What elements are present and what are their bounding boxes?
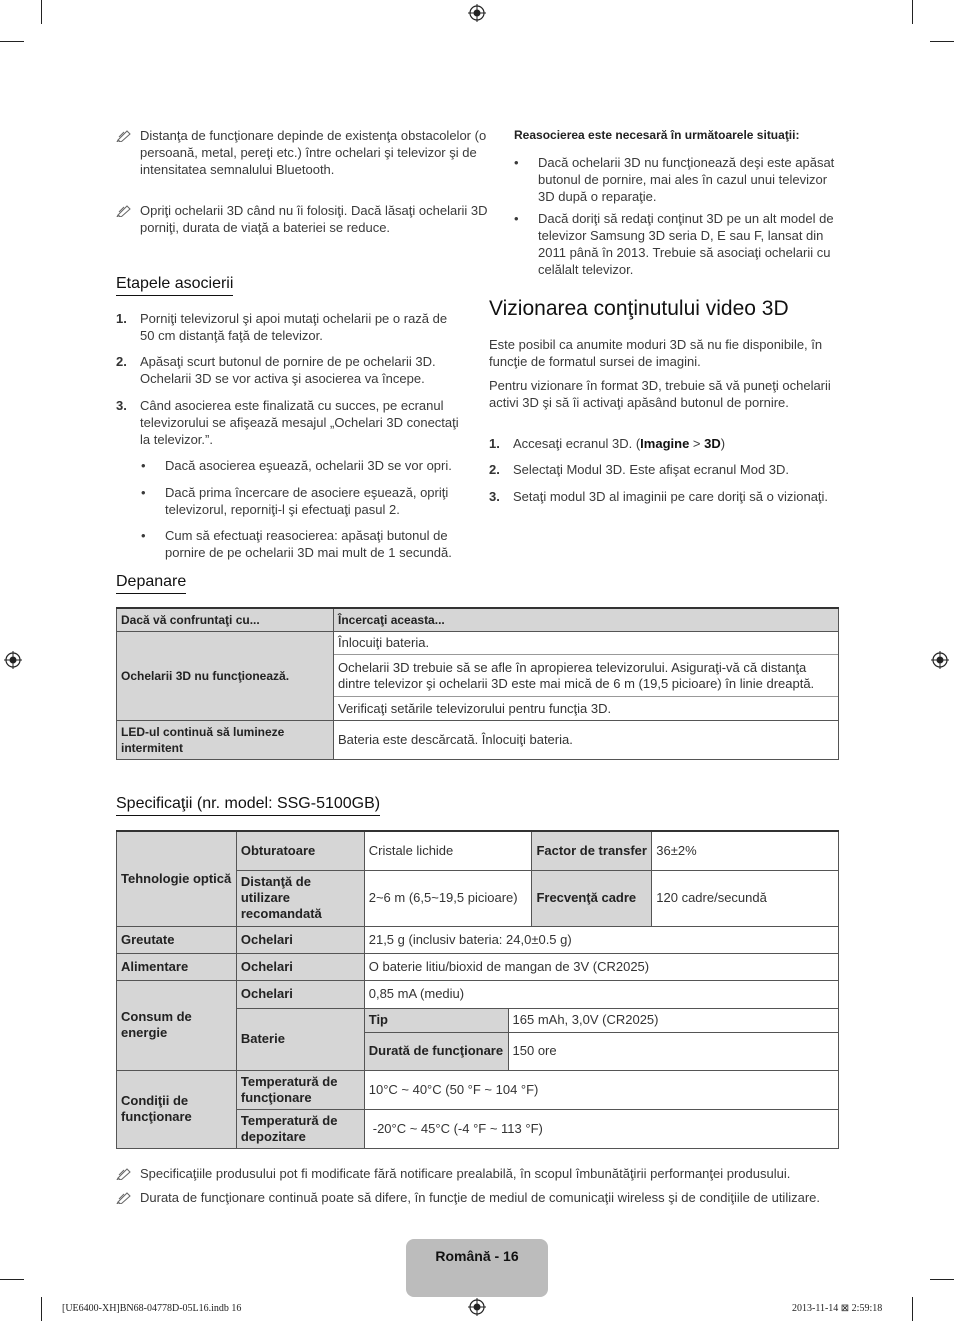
- spec-value: 165 mAh, 3,0V (CR2025): [508, 1008, 838, 1032]
- spec-label: Frecvenţă cadre: [532, 870, 652, 926]
- registration-mark-icon: [4, 651, 22, 669]
- table-header-cell: Dacă vă confruntaţi cu...: [117, 608, 334, 632]
- section-heading-3d-viewing: Vizionarea conţinutului video 3D: [489, 297, 789, 320]
- note-text: Specificaţiile produsului pot fi modificate fără notificare prealabilă, în scopul îmbunătăţirii performanţei produsului.: [140, 1166, 791, 1181]
- registration-mark-icon: [468, 1298, 486, 1316]
- note-text: Distanţa de funcţionare depinde de existenţa obstacolelor (o persoană, metal, pereţi etc.) între ochelari şi televizor şi de intensitatea semnalului Bluetooth.: [140, 128, 487, 177]
- troubleshooting-table: [116, 607, 839, 760]
- note-pencil-icon: [116, 203, 132, 217]
- table-row: [117, 926, 839, 953]
- spec-value: 0,85 mA (mediu): [364, 980, 838, 1008]
- spec-label: Baterie: [236, 1008, 364, 1070]
- spec-value: 21,5 g (inclusiv bateria: 24,0±0.5 g): [364, 926, 838, 953]
- spec-label: Obturatoare: [236, 831, 364, 870]
- crop-mark: [41, 0, 42, 24]
- spec-value: 120 cadre/secundă: [652, 870, 839, 926]
- table-header-row: [117, 608, 839, 632]
- spec-label: Temperatură de depozitare: [236, 1109, 364, 1148]
- solution-item: Ochelarii 3D trebuie să se afle în apropierea televizorului. Asiguraţi-vă că distanţa dintre televizor şi ochelarii 3D este mai mică de 6 m (19,5 picioare) în linie dreaptă.: [334, 655, 838, 697]
- spec-value: 10°C ~ 40°C (50 °F ~ 104 °F): [364, 1070, 838, 1109]
- spec-label: Temperatură de funcţionare: [236, 1070, 364, 1109]
- crop-mark: [0, 41, 24, 42]
- note-text: Opriţi ochelarii 3D când nu îi folosiţi. Dacă lăsaţi ochelarii 3D porniţi, durata de viaţă a bateriei se reduce.: [140, 203, 488, 235]
- crop-mark: [930, 1279, 954, 1280]
- reassoc-heading: Reasocierea este necesară în următoarele situaţii:: [514, 128, 800, 142]
- note: [116, 127, 488, 178]
- table-row: [117, 953, 839, 980]
- registration-mark-icon: [468, 4, 486, 22]
- registration-mark-icon: [931, 651, 949, 669]
- note-text: Durata de funcţionare continuă poate să difere, în funcţie de mediul de comunicaţii wireless şi de condiţiile de utilizare.: [140, 1190, 820, 1205]
- file-info: [UE6400-XH]BN68-04778D-05L16.indb 16: [62, 1303, 242, 1314]
- crop-mark: [912, 1297, 913, 1321]
- table-cell-problem: LED-ul continuă să lumineze intermitent: [117, 721, 334, 760]
- spec-value: O baterie litiu/bioxid de mangan de 3V (CR2025): [364, 953, 838, 980]
- table-cell-solution: Bateria este descărcată. Înlocuiţi bateria.: [334, 721, 839, 760]
- crop-mark: [41, 1297, 42, 1321]
- spec-label: Durată de funcţionare: [364, 1032, 508, 1070]
- spec-label: Tip: [364, 1008, 508, 1032]
- spec-label: Ochelari: [236, 953, 364, 980]
- solution-item: Înlocuiţi bateria.: [334, 632, 838, 655]
- spec-category: Consum de energie: [117, 980, 237, 1070]
- table-row: [117, 632, 839, 721]
- table-row: [117, 721, 839, 760]
- table-row: [117, 831, 839, 870]
- spec-value: 2~6 m (6,5~19,5 picioare): [364, 870, 532, 926]
- print-date: 2013-11-14 ⊠ 2:59:18: [792, 1303, 883, 1314]
- note: [116, 1189, 840, 1206]
- table-cell-problem: Ochelarii 3D nu funcţionează.: [117, 632, 334, 721]
- table-cell-solution: [334, 632, 839, 721]
- section-heading-pairing: Etapele asocierii: [116, 274, 233, 296]
- spec-label: Factor de transfer: [532, 831, 652, 870]
- specs-table: [116, 830, 839, 1149]
- crop-mark: [930, 41, 954, 42]
- spec-category: Tehnologie optică: [117, 831, 237, 926]
- spec-label: Ochelari: [236, 926, 364, 953]
- note: [116, 202, 488, 236]
- table-header-cell: Încercaţi aceasta...: [334, 608, 839, 632]
- crop-mark: [912, 0, 913, 24]
- page-number-tab: [406, 1239, 548, 1297]
- crop-mark: [0, 1279, 24, 1280]
- spec-label: Distanţă de utilizare recomandată: [236, 870, 364, 926]
- note-pencil-icon: [116, 128, 132, 142]
- note: [116, 1165, 864, 1182]
- viewing-paragraph: Este posibil ca anumite moduri 3D să nu fie disponibile, în funcţie de formatul sursei de imagini.: [489, 337, 823, 369]
- note-pencil-icon: [116, 1190, 132, 1204]
- section-heading-troubleshooting: Depanare: [116, 572, 186, 594]
- note-pencil-icon: [116, 1166, 132, 1180]
- spec-category: Greutate: [117, 926, 237, 953]
- spec-value: Cristale lichide: [364, 831, 532, 870]
- table-row: [117, 980, 839, 1008]
- spec-value: 150 ore: [508, 1032, 838, 1070]
- spec-value: 36±2%: [652, 831, 839, 870]
- page-number: Română - 16: [435, 1248, 519, 1264]
- spec-category: Condiţii de funcţionare: [117, 1070, 237, 1148]
- section-heading-specs: Specificaţii (nr. model: SSG-5100GB): [116, 794, 380, 816]
- viewing-paragraph: Pentru vizionare în format 3D, trebuie să vă puneţi ochelarii activi 3D şi să îi activaţi apăsând butonul de pornire.: [489, 378, 831, 410]
- spec-label: Ochelari: [236, 980, 364, 1008]
- table-row: [117, 1070, 839, 1109]
- spec-value: -20°C ~ 45°C (-4 °F ~ 113 °F): [364, 1109, 838, 1148]
- solution-item: Verificaţi setările televizorului pentru funcţia 3D.: [338, 701, 612, 716]
- spec-category: Alimentare: [117, 953, 237, 980]
